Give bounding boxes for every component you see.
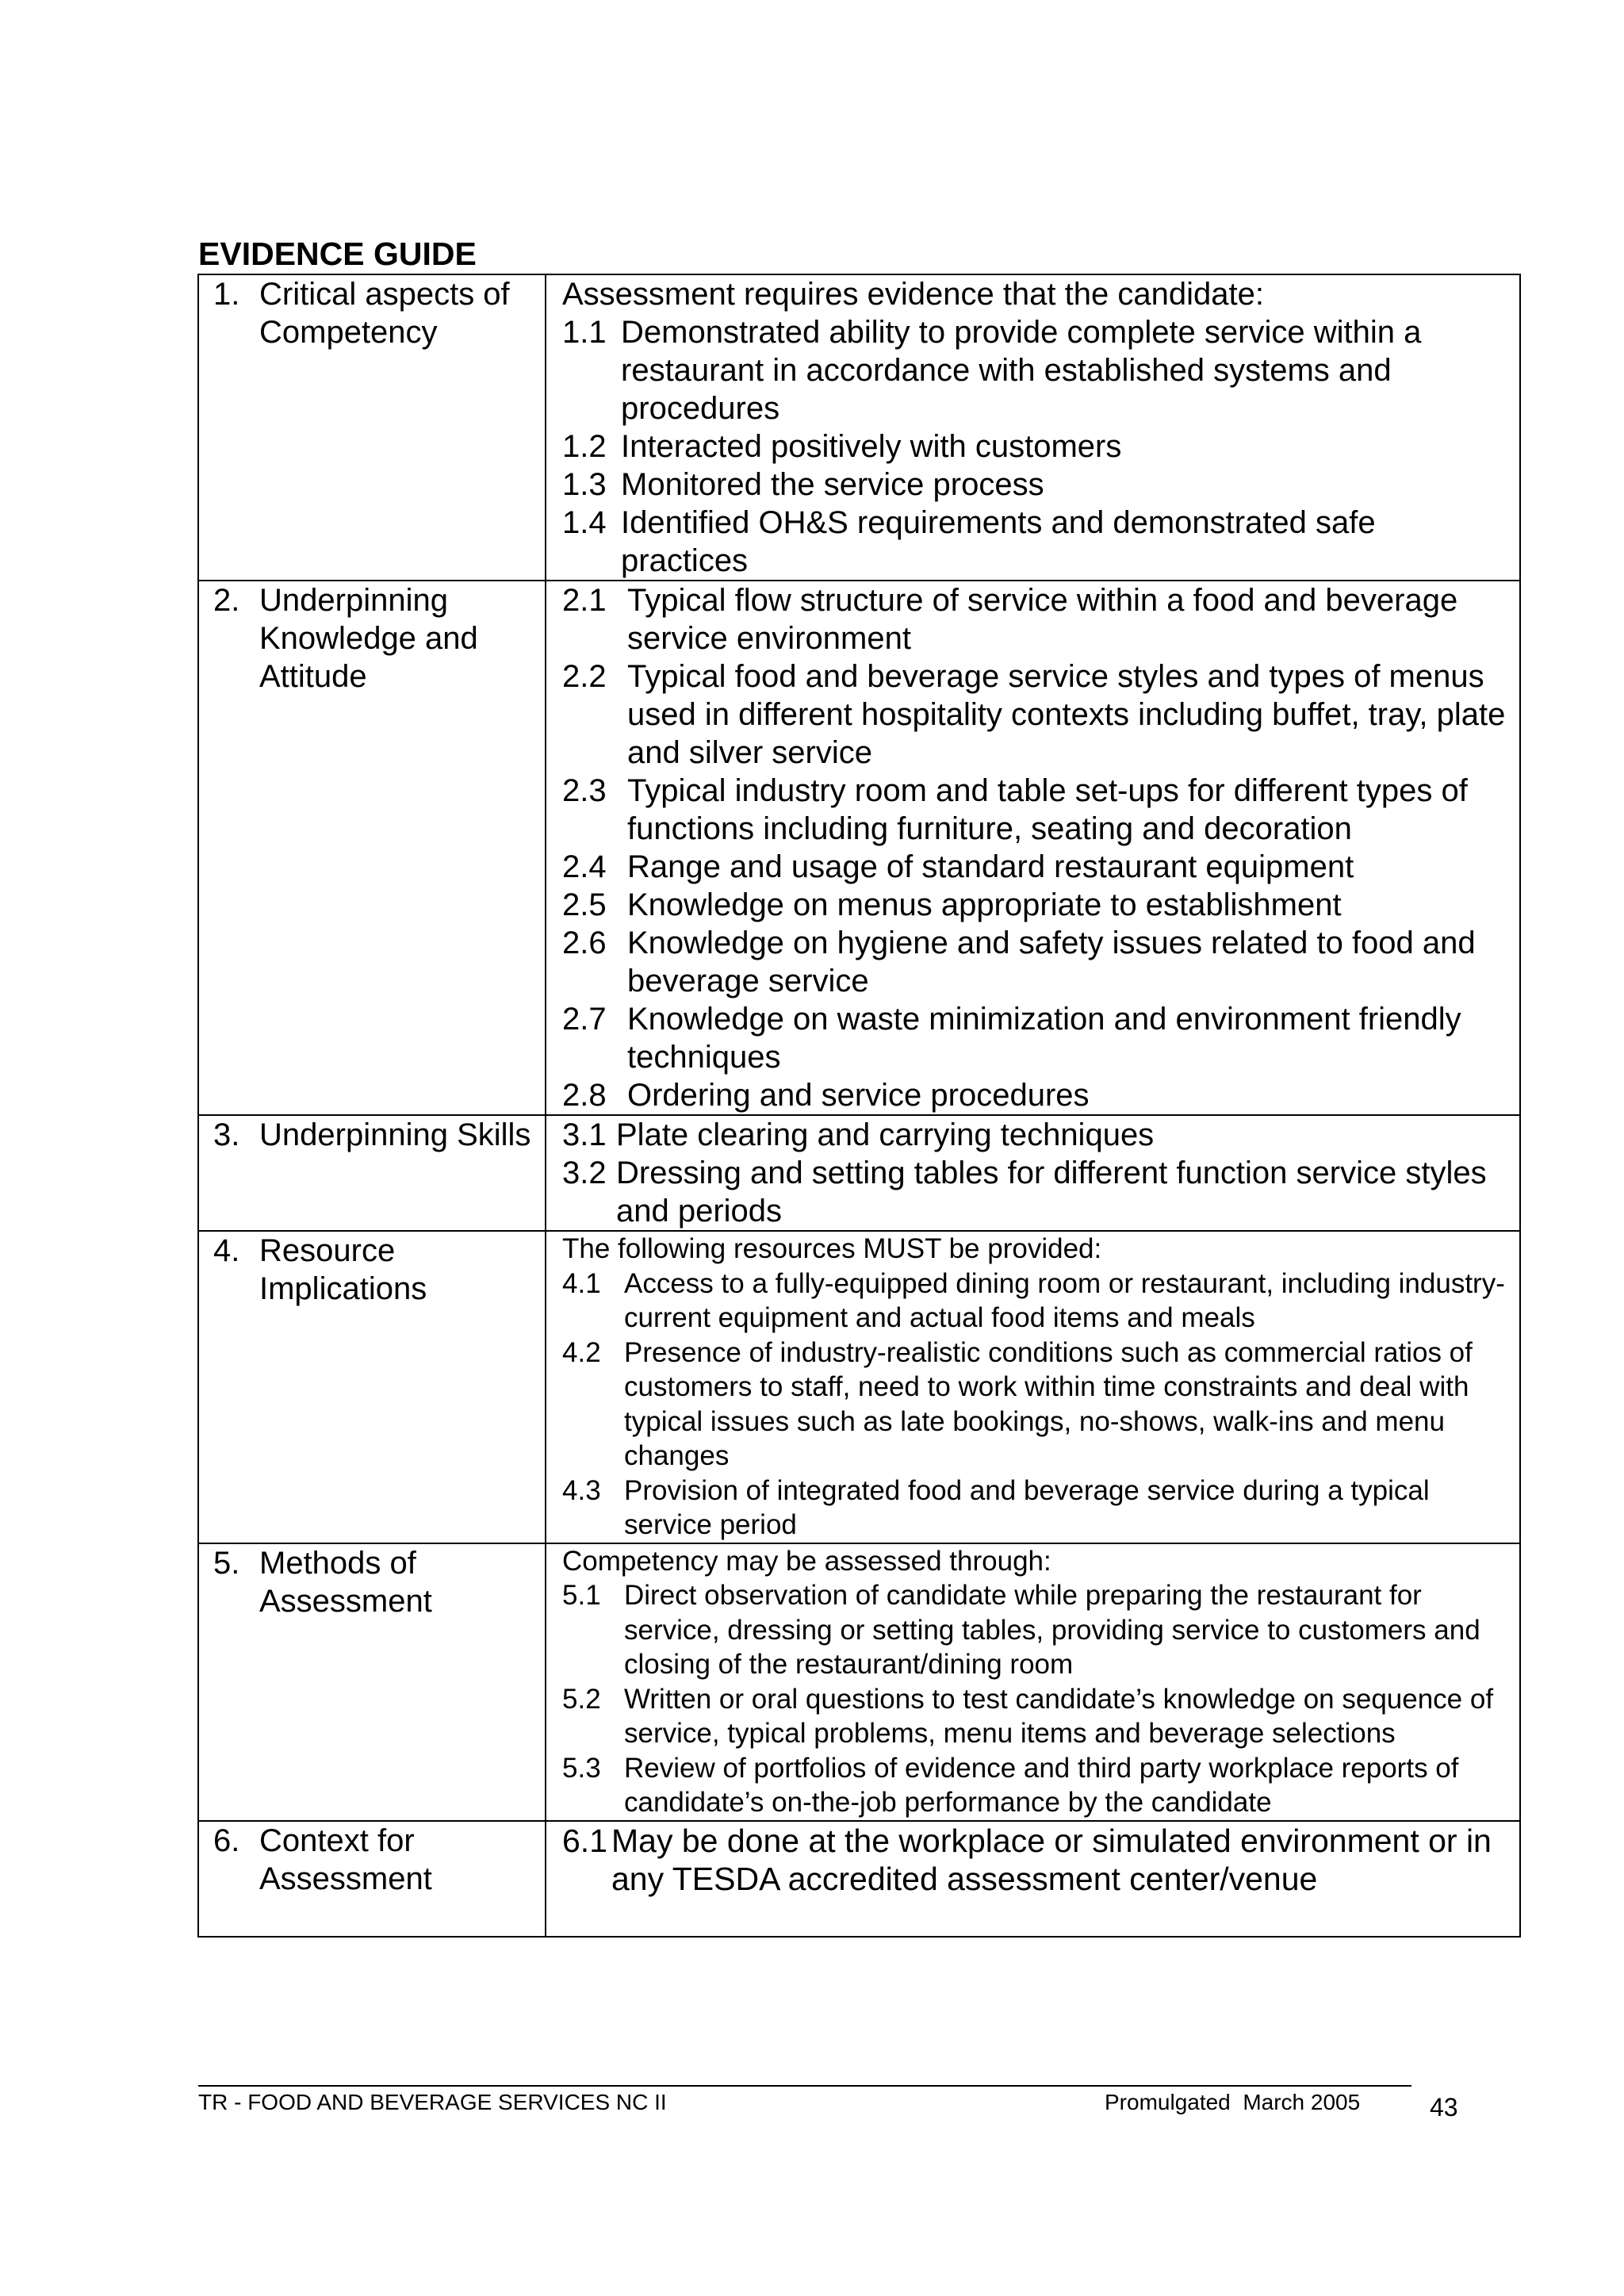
item-number: 2.7 (562, 1002, 607, 1037)
item-text: Direct observation of candidate while preparing the restaurant for service, dressing or setting tables, providing service to customers and closing of the restaurant/dining room (624, 1580, 1480, 1680)
list-item (562, 1336, 1510, 1474)
item-text: Knowledge on hygiene and safety issues related to food and beverage service (627, 926, 1476, 999)
item-number: 2.4 (562, 849, 607, 884)
footer-divider (198, 2085, 1411, 2087)
list-item (562, 1578, 1510, 1682)
row-label-cell (198, 1543, 546, 1821)
item-text: Access to a fully-equipped dining room or restaurant, including industry-current equipment and actual food items and meals (624, 1267, 1505, 1333)
item-number: 3.2 (562, 1156, 607, 1190)
item-text: Provision of integrated food and beverage service during a typical service period (624, 1474, 1430, 1540)
item-number: 2.8 (562, 1078, 607, 1113)
row-label-cell (198, 1821, 546, 1937)
row-number: 5. (213, 1545, 240, 1581)
list-item (562, 1154, 1510, 1230)
footer-date: Promulgated March 2005 (1105, 2090, 1361, 2114)
item-text: Range and usage of standard restaurant equipment (627, 849, 1354, 884)
row-content-cell (546, 1231, 1520, 1543)
item-number: 2.5 (562, 887, 607, 922)
row-label: Resource Implications (259, 1233, 427, 1306)
item-text: Typical flow structure of service within a food and beverage service environment (627, 583, 1458, 656)
item-text: Review of portfolios of evidence and third party workplace reports of candidate’s on-the-job performance by the candidate (624, 1752, 1459, 1818)
item-text: Monitored the service process (621, 467, 1044, 502)
list-item (562, 924, 1510, 1000)
list-item (562, 427, 1510, 466)
item-number: 5.3 (562, 1752, 601, 1784)
table-row (198, 274, 1520, 581)
list-item (562, 1751, 1510, 1820)
row-number: 3. (213, 1117, 240, 1152)
list-item (562, 1682, 1510, 1751)
list-item (562, 313, 1510, 427)
table-row (198, 1543, 1520, 1821)
item-text: Typical industry room and table set-ups for different types of functions including furniture, seating and decoration (627, 773, 1468, 846)
evidence-guide-table (197, 274, 1521, 1938)
item-number: 3.1 (562, 1117, 607, 1152)
list-item (562, 1267, 1510, 1336)
table-row (198, 581, 1520, 1115)
item-number: 1.4 (562, 505, 607, 540)
item-number: 2.2 (562, 659, 607, 694)
item-number: 4.2 (562, 1336, 601, 1368)
list-item (562, 848, 1510, 886)
cell-intro: The following resources MUST be provided: (562, 1233, 1102, 1264)
row-label: Critical aspects of Competency (259, 277, 510, 350)
item-text: Knowledge on waste minimization and environment friendly techniques (627, 1002, 1461, 1075)
list-item (562, 1474, 1510, 1543)
row-label-cell (198, 1231, 546, 1543)
item-text: Plate clearing and carrying techniques (616, 1117, 1155, 1152)
list-item (562, 504, 1510, 580)
list-item (562, 1000, 1510, 1076)
item-number: 6.1 (562, 1822, 607, 1859)
list-item (562, 886, 1510, 924)
item-number: 4.1 (562, 1267, 601, 1299)
item-text: Ordering and service procedures (627, 1078, 1090, 1113)
item-number: 1.1 (562, 315, 607, 350)
list-item (562, 1116, 1510, 1154)
item-text: Presence of industry-realistic conditions such as commercial ratios of customers to staff, need to work within time constraints and deal with typical issues such as late bookings, no-shows, walk-ins and menu changes (624, 1336, 1473, 1471)
list-item (562, 657, 1510, 772)
row-label-cell (198, 274, 546, 581)
item-text: Identified OH&S requirements and demonstrated safe practices (621, 505, 1376, 578)
item-text: Dressing and setting tables for different function service styles and periods (616, 1156, 1487, 1228)
item-number: 5.1 (562, 1580, 601, 1611)
row-number: 4. (213, 1233, 240, 1268)
row-number: 1. (213, 277, 240, 312)
row-number: 2. (213, 583, 240, 618)
row-content-cell (546, 1115, 1520, 1231)
item-text: May be done at the workplace or simulated environment or in any TESDA accredited assessment center/venue (611, 1822, 1492, 1897)
table-row (198, 1115, 1520, 1231)
item-number: 2.1 (562, 583, 607, 618)
item-number: 2.6 (562, 926, 607, 960)
item-number: 2.3 (562, 773, 607, 808)
row-label: Methods of Assessment (259, 1545, 432, 1619)
list-item (562, 772, 1510, 848)
item-text: Written or oral questions to test candidate’s knowledge on sequence of service, typical problems, menu items and beverage selections (624, 1683, 1494, 1749)
item-number: 1.2 (562, 429, 607, 464)
table-row (198, 1231, 1520, 1543)
section-heading: EVIDENCE GUIDE (198, 236, 477, 272)
row-content-cell (546, 274, 1520, 581)
footer-title: TR - FOOD AND BEVERAGE SERVICES NC II (198, 2090, 667, 2114)
list-item (562, 1076, 1510, 1114)
row-label-cell (198, 581, 546, 1115)
row-label: Underpinning Skills (259, 1117, 531, 1152)
item-text: Knowledge on menus appropriate to establishment (627, 887, 1342, 922)
item-number: 1.3 (562, 467, 607, 502)
list-item (562, 1822, 1510, 1898)
row-content-cell (546, 581, 1520, 1115)
row-number: 6. (213, 1823, 240, 1858)
table-row (198, 1821, 1520, 1937)
row-content-cell (546, 1543, 1520, 1821)
page-number: 43 (1430, 2093, 1458, 2122)
row-label-cell (198, 1115, 546, 1231)
cell-intro: Assessment requires evidence that the candidate: (562, 277, 1264, 312)
item-text: Demonstrated ability to provide complete service within a restaurant in accordance with established systems and procedures (621, 315, 1422, 426)
row-label: Context for Assessment (259, 1823, 432, 1896)
row-content-cell (546, 1821, 1520, 1937)
item-number: 4.3 (562, 1474, 601, 1506)
item-number: 5.2 (562, 1683, 601, 1715)
item-text: Typical food and beverage service styles and types of menus used in different hospitality contexts including buffet, tray, plate and silver service (627, 659, 1506, 770)
list-item (562, 581, 1510, 657)
list-item (562, 466, 1510, 504)
item-text: Interacted positively with customers (621, 429, 1122, 464)
cell-intro: Competency may be assessed through: (562, 1545, 1051, 1577)
row-label: Underpinning Knowledge and Attitude (259, 583, 478, 694)
